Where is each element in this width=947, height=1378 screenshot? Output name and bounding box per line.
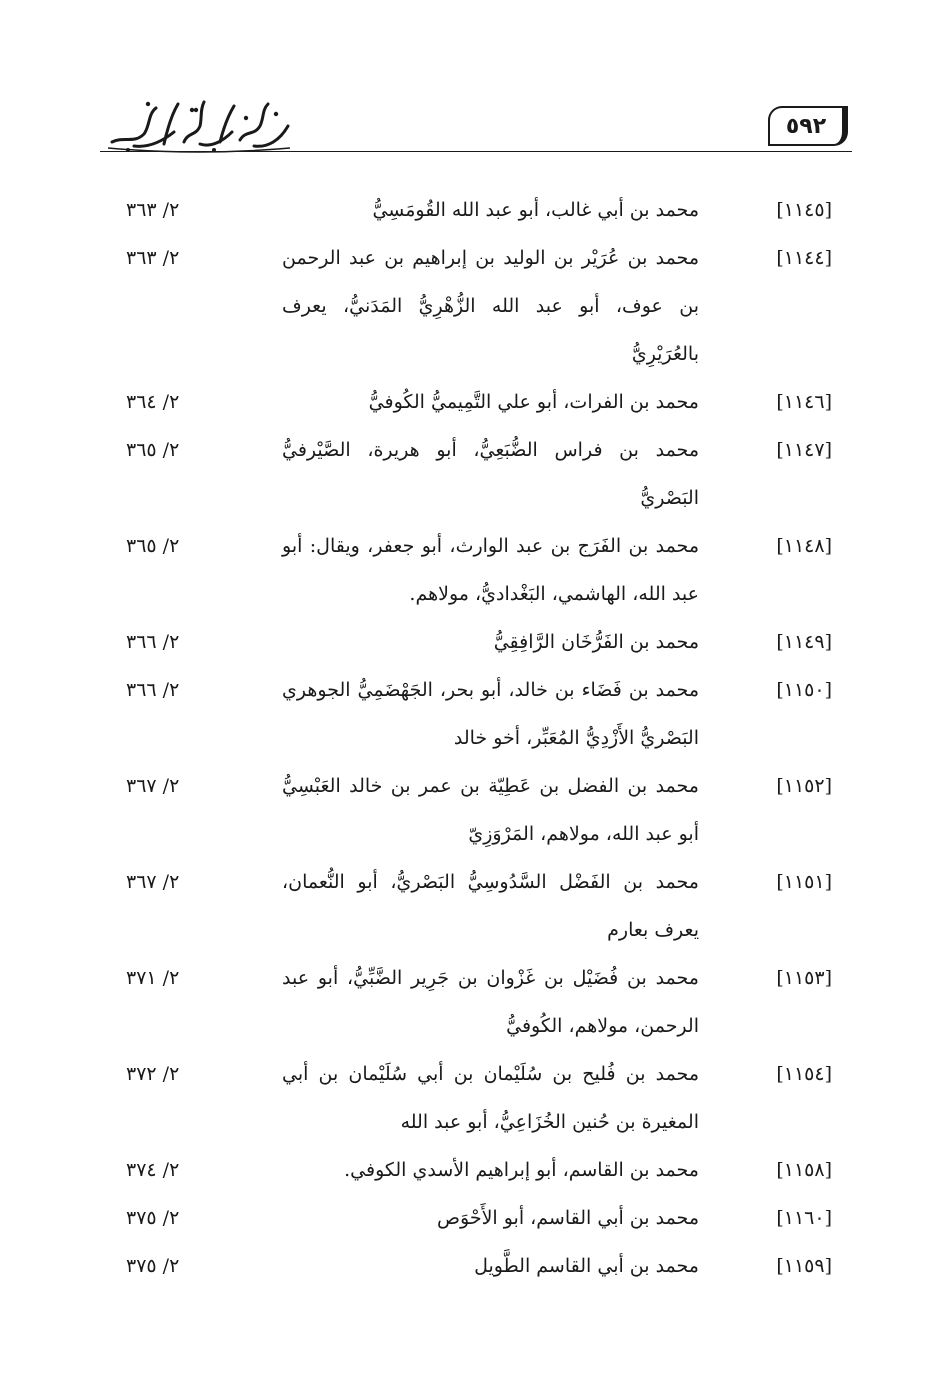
entry-reference: ٢/ ٣٦٥	[126, 535, 180, 557]
list-item	[0, 426, 947, 522]
entry-reference: ٢/ ٣٧٢	[126, 1063, 180, 1085]
entry-text: محمد بن عُرَيْر بن الوليد بن إبراهيم بن عبد الرحمن بن عوف، أبو عبد الله الزُّهْرِيُّ المَدَنيُّ، يعرف بالعُرَيْرِيُّ	[282, 247, 699, 365]
list-item	[0, 1194, 947, 1242]
list-item	[0, 522, 947, 618]
list-item	[0, 618, 947, 666]
list-item	[0, 954, 947, 1050]
entry-number: [١١٦٠]	[776, 1207, 832, 1229]
list-item	[0, 1146, 947, 1194]
entry-reference: ٢/ ٣٦٣	[126, 247, 180, 269]
entry-reference: ٢/ ٣٧٥	[126, 1207, 180, 1229]
entry-text: محمد بن فُضَيْل بن غَزْوان بن جَرِير الضَّبِّيُّ، أبو عبد الرحمن، مولاهم، الكُوفيُّ	[282, 967, 699, 1037]
list-item	[0, 762, 947, 858]
entry-number: [١١٥٩]	[776, 1255, 832, 1277]
entry-reference: ٢/ ٣٦٦	[126, 631, 180, 653]
entry-text: محمد بن فُليح بن سُلَيْمان بن أبي سُلَيْمان بن أبي المغيرة بن حُنين الخُزَاعِيُّ، أبو عبد الله	[282, 1063, 699, 1133]
list-item	[0, 378, 947, 426]
entry-number: [١١٥٨]	[776, 1159, 832, 1181]
entry-text: محمد بن أبي القاسم، أبو الأَحْوَص	[437, 1207, 699, 1229]
entry-text: محمد بن فَضَاء بن خالد، أبو بحر، الجَهْضَمِيُّ الجوهري البَصْريُّ الأَزْدِيُّ المُعَبِّر، أخو خالد	[282, 679, 699, 749]
list-item	[0, 858, 947, 954]
entry-number: [١١٤٥]	[776, 199, 832, 221]
entry-number: [١١٤٨]	[776, 535, 832, 557]
entry-reference: ٢/ ٣٧٤	[126, 1159, 180, 1181]
entry-number: [١١٥٣]	[776, 967, 832, 989]
entry-text: محمد بن الفَرَج بن عبد الوارث، أبو جعفر، ويقال: أبو عبد الله، الهاشمي، البَغْداديُّ، مولاهم.	[282, 535, 699, 605]
entry-text: محمد بن فراس الضُّبَعِيُّ، أبو هريرة، الصَّيْرفيُّ البَصْريُّ	[282, 439, 699, 509]
page-number: ٥٩٢	[768, 106, 848, 146]
entry-text: محمد بن الفَرُّخَان الرَّافِقِيُّ	[493, 631, 699, 653]
list-item	[0, 666, 947, 762]
entry-number: [١١٤٩]	[776, 631, 832, 653]
list-item	[0, 1242, 947, 1290]
list-item	[0, 1050, 947, 1146]
entry-text: محمد بن الفرات، أبو علي التَّمِيميُّ الكُوفيُّ	[368, 391, 699, 413]
running-header	[100, 96, 852, 156]
entry-number: [١١٤٤]	[776, 247, 832, 269]
entry-reference: ٢/ ٣٦٧	[126, 871, 180, 893]
list-item	[0, 186, 947, 234]
entry-reference: ٢/ ٣٦٥	[126, 439, 180, 461]
book-title-calligraphy	[104, 96, 294, 154]
entry-number: [١١٥١]	[776, 871, 832, 893]
entry-reference: ٢/ ٣٦٣	[126, 199, 180, 221]
entry-text: محمد بن أبي القاسم الطَّويل	[474, 1255, 699, 1277]
entry-number: [١١٥٠]	[776, 679, 832, 701]
entries-list	[0, 186, 947, 1290]
entry-reference: ٢/ ٣٦٦	[126, 679, 180, 701]
entry-number: [١١٥٢]	[776, 775, 832, 797]
entry-text: محمد بن أبي غالب، أبو عبد الله القُومَسِيُّ	[372, 199, 699, 221]
entry-reference: ٢/ ٣٧٥	[126, 1255, 180, 1277]
header-divider	[100, 151, 852, 152]
entry-text: محمد بن الفضل بن عَطِيّة بن عمر بن خالد العَبْسِيُّ أبو عبد الله، مولاهم، المَرْوَزِيّ	[282, 775, 699, 845]
entry-number: [١١٤٧]	[776, 439, 832, 461]
entry-text: محمد بن الفَضْل السَّدُوسِيُّ البَصْريُّ، أبو النُّعمان، يعرف بعارم	[282, 871, 699, 941]
entry-number: [١١٥٤]	[776, 1063, 832, 1085]
entry-text: محمد بن القاسم، أبو إبراهيم الأسدي الكوفي.	[344, 1159, 699, 1181]
entry-reference: ٢/ ٣٦٧	[126, 775, 180, 797]
entry-reference: ٢/ ٣٦٤	[126, 391, 180, 413]
entry-number: [١١٤٦]	[776, 391, 832, 413]
entry-reference: ٢/ ٣٧١	[126, 967, 180, 989]
list-item	[0, 234, 947, 378]
